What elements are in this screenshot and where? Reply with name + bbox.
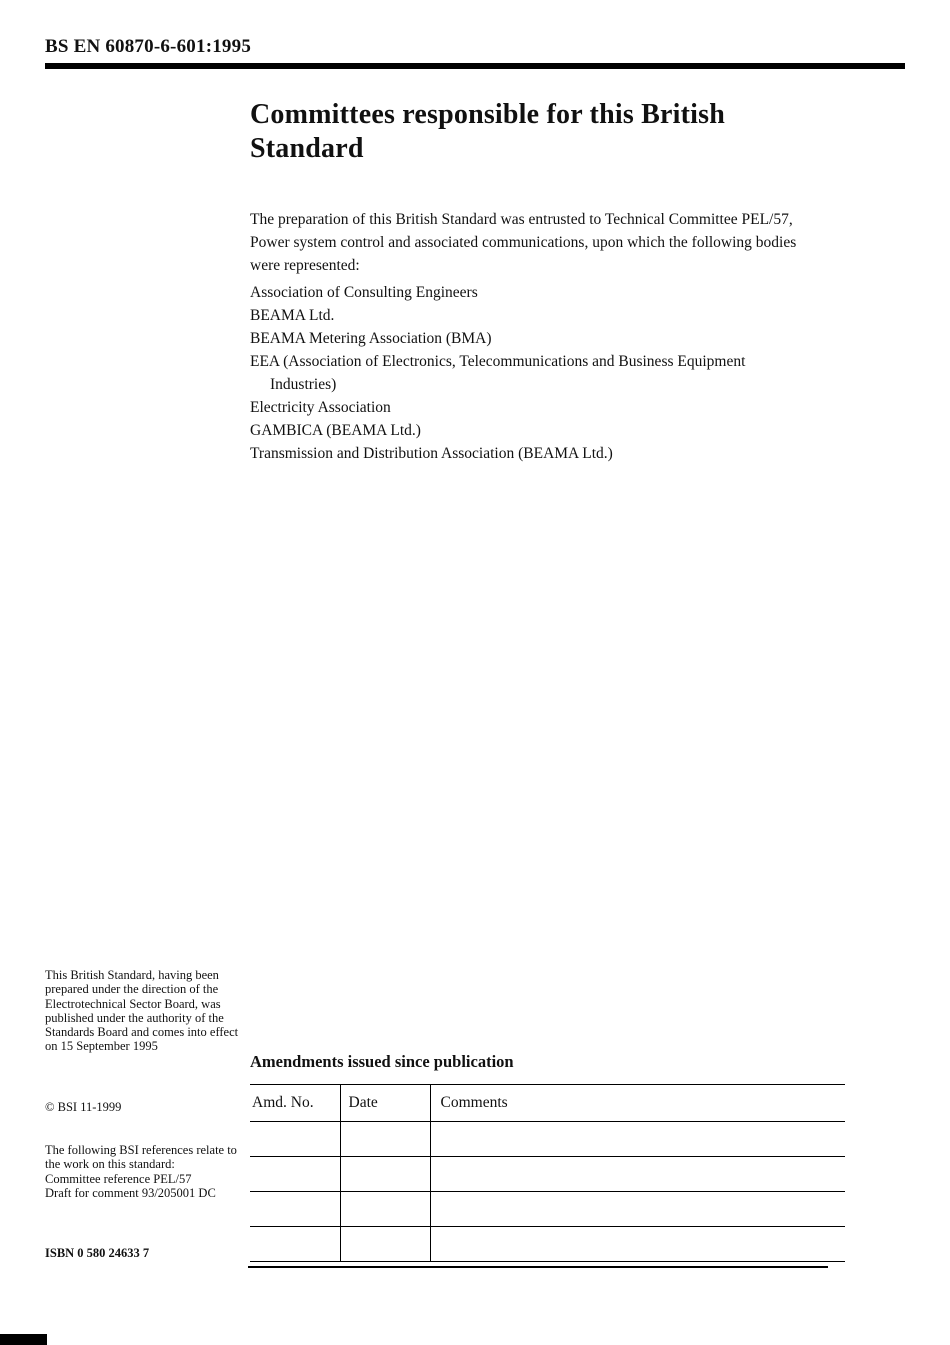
document-reference: BS EN 60870-6-601:1995 [45,36,252,57]
intro-paragraph: The preparation of this British Standard was entrusted to Technical Committee PEL/57, Power system control and associated communications, upon which the following bodies were represented: [250,211,797,274]
amendments-empty-row [250,1122,845,1157]
date-cell [340,1192,430,1227]
date-cell [340,1227,430,1262]
draft-reference: Draft for comment 93/205001 DC [45,1185,216,1200]
publication-note: This British Standard, having been prepared under the direction of the Electrotechnical Sector Board, was published under the authority of the Standards Board and comes into effect on 15 September 1995 [45,968,239,1054]
amd-no-cell [250,1192,340,1227]
scan-artifact-mark [0,1334,47,1345]
committee-item: Association of Consulting Engineers [250,284,478,301]
amd-no-cell [250,1157,340,1192]
committee-item: Electricity Association [250,399,391,416]
bsi-references [45,1143,245,1200]
copyright-notice: © BSI 11-1999 [45,1100,122,1114]
bottom-rule [248,1266,828,1268]
committee-item: EEA (Association of Electronics, Telecommunications and Business Equipment Industries) [250,353,746,393]
column-header-comments: Comments [430,1085,845,1122]
amendments-empty-row [250,1192,845,1227]
amendments-header-row [250,1085,845,1122]
comments-cell [430,1157,845,1192]
amendments-heading: Amendments issued since publication [250,1052,514,1071]
committees-list [250,281,755,465]
column-header-date: Date [340,1085,430,1122]
column-header-amd-no: Amd. No. [250,1085,340,1122]
page-title: Committees responsible for this British Standard [250,99,725,165]
amd-no-cell [250,1227,340,1262]
isbn: ISBN 0 580 24633 7 [45,1246,150,1260]
date-cell [340,1122,430,1157]
bsi-references-intro: The following BSI references relate to the work on this standard: [45,1143,237,1172]
amendments-empty-row [250,1227,845,1262]
committee-item: Transmission and Distribution Association (BEAMA Ltd.) [250,445,613,462]
committee-item: GAMBICA (BEAMA Ltd.) [250,422,421,439]
date-cell [340,1157,430,1192]
comments-cell [430,1122,845,1157]
comments-cell [430,1192,845,1227]
committee-reference: Committee reference PEL/57 [45,1171,192,1186]
header-rule [45,63,905,69]
committee-item: BEAMA Ltd. [250,307,335,324]
amendments-table [250,1084,845,1262]
amd-no-cell [250,1122,340,1157]
committee-item: BEAMA Metering Association (BMA) [250,330,492,347]
amendments-empty-row [250,1157,845,1192]
comments-cell [430,1227,845,1262]
